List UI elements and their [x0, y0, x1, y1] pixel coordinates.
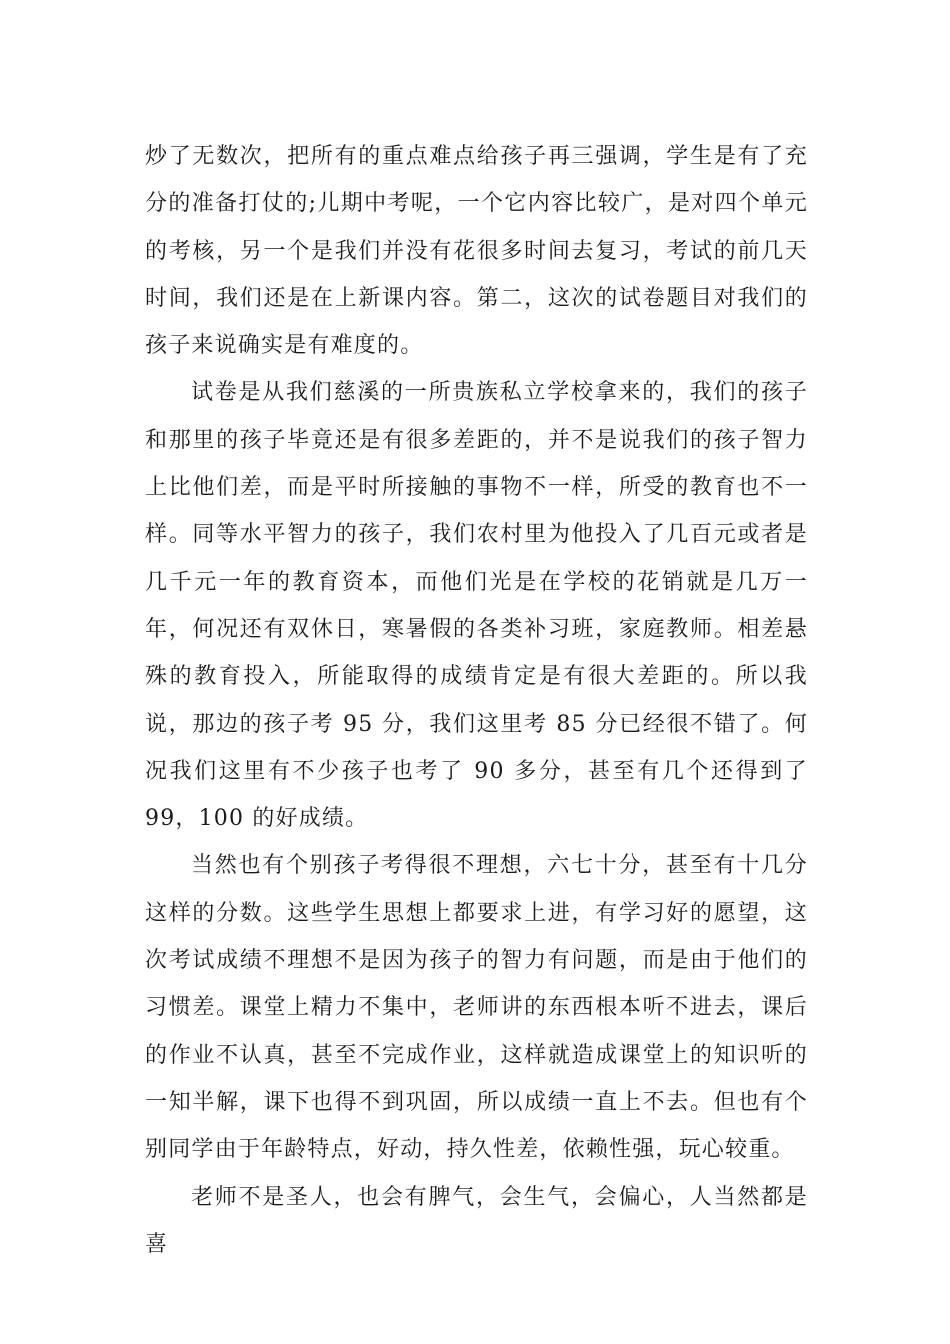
paragraph-3: 当然也有个别孩子考得很不理想，六七十分，甚至有十几分这样的分数。这些学生思想上都要求上进，有学习好的愿望，这次考试成绩不理想不是因为孩子的智力有问题，而是由于他们的习惯差。课堂上精力不集中，老师讲的东西根本听不进去，课后的作业不认真，甚至不完成作业，这样就造成课堂上的知识听的一知半解，课下也得不到巩固，所以成绩一直上不去。但也有个别同学由于年龄特点，好动，持久性差，依赖性强，玩心较重。 [145, 853, 808, 1163]
paragraph-2: 试卷是从我们慈溪的一所贵族私立学校拿来的，我们的孩子和那里的孩子毕竟还是有很多差距的，并不是说我们的孩子智力上比他们差，而是平时所接触的事物不一样，所受的教育也不一样。同等水平智力的孩子，我们农村里为他投入了几百元或者是几千元一年的教育资本，而他们光是在学校的花销就是几万一年，何况还有双休日，寒暑假的各类补习班，家庭教师。相差悬殊的教育投入，所能取得的成绩肯定是有很大差距的。所以我说，那边的孩子考 95 分，我们这里考 85 分已经很不错了。何况我们这里有不少孩子也考了 90 多分，甚至有几个还得到了 99，100 的好成绩。 [145, 380, 808, 832]
paragraph-1: 炒了无数次，把所有的重点难点给孩子再三强调，学生是有了充分的准备打仗的;儿期中考呢，一个它内容比较广，是对四个单元的考核，另一个是我们并没有花很多时间去复习，考试的前几天时间，我们还是在上新课内容。第二，这次的试卷题目对我们的孩子来说确实是有难度的。 [145, 144, 808, 359]
paragraph-4: 老师不是圣人，也会有脾气，会生气，会偏心，人当然都是喜 [145, 1184, 808, 1257]
body-text [145, 133, 808, 1268]
